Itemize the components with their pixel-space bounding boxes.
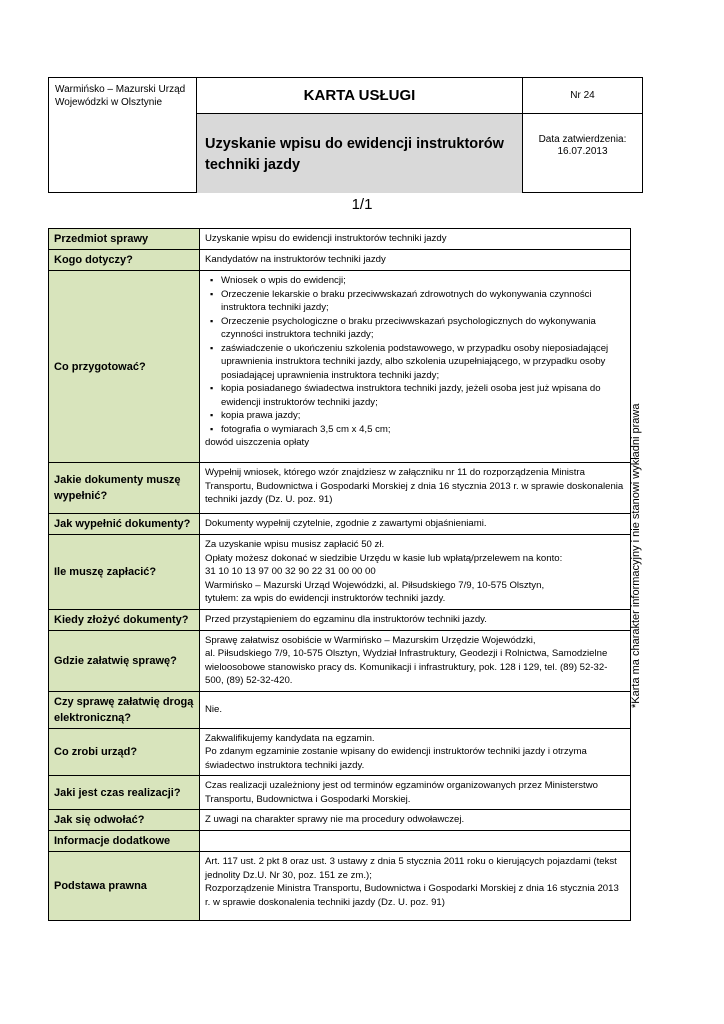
table-row <box>49 609 631 630</box>
list-item: ▪ kopia prawa jazdy; <box>221 409 625 423</box>
approval-label: Data zatwierdzenia: <box>538 134 627 145</box>
row-label: Ile muszę zapłacić? <box>49 535 200 610</box>
row-value <box>200 535 631 610</box>
row-label: Jak wypełnić dokumenty? <box>49 514 200 535</box>
table-row <box>49 630 631 691</box>
table-row <box>49 728 631 776</box>
table-row <box>49 691 631 728</box>
disclaimer-vertical: *Karta ma charakter informacyjny i nie stanowi wykładni prawa <box>630 403 642 708</box>
row-label: Gdzie załatwię sprawę? <box>49 630 200 691</box>
row-label: Kiedy złożyć dokumenty? <box>49 609 200 630</box>
payee: Warmińsko – Mazurski Urząd Wojewódzki, al. Piłsudskiego 7/9, 10-575 Olsztyn, <box>205 579 545 591</box>
card-subject: Uzyskanie wpisu do ewidencji instruktorów techniki jazdy <box>197 114 523 193</box>
fee-amount: Za uzyskanie wpisu musisz zapłacić 50 zł. <box>205 539 385 550</box>
office-action: Zakwalifikujemy kandydata na egzamin. <box>205 732 375 744</box>
row-value: Kandydatów na instruktorów techniki jazdy <box>200 250 631 271</box>
table-row <box>49 776 631 810</box>
row-label: Przedmiot sprawy <box>49 229 200 250</box>
row-value: Z uwagi na charakter sprawy nie ma procedury odwoławczej. <box>200 810 631 831</box>
row-value: Nie. <box>200 691 631 728</box>
table-row <box>49 271 631 463</box>
legal-basis: Art. 117 ust. 2 pkt 8 oraz ust. 3 ustawy z dnia 5 stycznia 2011 roku o kierujących pojazdami (tekst jednolity Dz.U. Nr 30, poz. 151 ze zm.); <box>205 856 617 881</box>
row-label: Co zrobi urząd? <box>49 728 200 776</box>
list-item: ▪ Orzeczenie lekarskie o braku przeciwwskazań zdrowotnych do wykonywania czynności instruktora techniki jazdy; <box>221 288 625 315</box>
row-value <box>200 728 631 776</box>
table-row <box>49 463 631 514</box>
table-row <box>49 229 631 250</box>
card-title: KARTA USŁUGI <box>197 78 523 114</box>
card-number: Nr 24 <box>523 78 642 114</box>
row-label: Co przygotować? <box>49 271 200 463</box>
row-label: Czy sprawę załatwię drogą elektroniczną? <box>49 691 200 728</box>
row-value <box>200 630 631 691</box>
payment-title: tytułem: za wpis do ewidencji instruktorów techniki jazdy. <box>205 593 446 604</box>
page-number: 1/1 <box>351 196 373 213</box>
list-item: ▪ zaświadczenie o ukończeniu szkolenia podstawowego, w przypadku osoby nieposiadającej uprawnienia instruktora techniki jazdy, albo szkolenia uzupełniającego, w przypadku osoby posiadającej uprawnienia instruktora techniki jazdy; <box>221 342 625 383</box>
list-footer: dowód uiszczenia opłaty <box>205 437 309 448</box>
documents-list <box>205 274 625 436</box>
table-row <box>49 810 631 831</box>
row-label: Podstawa prawna <box>49 852 200 921</box>
row-value <box>200 271 631 463</box>
row-value <box>200 831 631 852</box>
service-table <box>48 228 631 921</box>
row-label: Jakie dokumenty muszę wypełnić? <box>49 463 200 514</box>
table-row <box>49 831 631 852</box>
issuing-office: Warmińsko – Mazurski Urząd Wojewódzki w Olsztynie <box>49 78 197 193</box>
approval-date-block <box>523 114 642 193</box>
table-row <box>49 514 631 535</box>
office-line: Sprawę załatwisz osobiście w Warmińsko – Mazurskim Urzędzie Wojewódzki, <box>205 634 536 646</box>
approval-date: 16.07.2013 <box>557 146 608 157</box>
table-row <box>49 250 631 271</box>
list-item: ▪ kopia posiadanego świadectwa instruktora techniki jazdy, jeżeli osoba jest już wpisana do ewidencji instruktorów techniki jazdy; <box>221 382 625 409</box>
legal-basis: Rozporządzenie Ministra Transportu, Budownictwa i Gospodarki Morskiej z dnia 16 stycznia 2013 r. w sprawie doskonalenia techniki jazdy (Dz. U. poz. 91) <box>205 883 619 908</box>
bank-account: 31 10 10 13 97 00 32 90 22 31 00 00 00 <box>205 566 376 577</box>
row-value: Dokumenty wypełnij czytelnie, zgodnie z zawartymi objaśnieniami. <box>200 514 631 535</box>
row-value: Uzyskanie wpisu do ewidencji instruktorów techniki jazdy <box>200 229 631 250</box>
row-label: Kogo dotyczy? <box>49 250 200 271</box>
row-label: Informacje dodatkowe <box>49 831 200 852</box>
card-header <box>48 77 643 193</box>
list-item: ▪ Orzeczenie psychologiczne o braku przeciwwskazań psychologicznych do wykonywania czynności instruktora techniki jazdy; <box>221 315 625 342</box>
office-address: al. Piłsudskiego 7/9, 10-575 Olsztyn, Wydział Infrastruktury, Geodezji i Rolnictwa, Samodzielne wieloosobowe stanowisko pracy ds. Komunikacji i infrastruktury, pok. 128 i 129, tel. (89) 52-32-500, (89) 52-32-420. <box>205 648 608 686</box>
list-item: ▪ fotografia o wymiarach 3,5 cm x 4,5 cm; <box>221 423 625 437</box>
table-row <box>49 535 631 610</box>
row-value: Czas realizacji uzależniony jest od terminów egzaminów organizowanych przez Ministerstwo Transportu, Budownictwa i Gospodarki Morskiej. <box>200 776 631 810</box>
row-label: Jak się odwołać? <box>49 810 200 831</box>
row-value: Przed przystąpieniem do egzaminu dla instruktorów techniki jazdy. <box>200 609 631 630</box>
row-value: Wypełnij wniosek, którego wzór znajdziesz w załączniku nr 11 do rozporządzenia Ministra Transportu, Budownictwa i Gospodarki Morskiej z dnia 16 stycznia 2013 r. w sprawie doskonalenia techniki jazdy (Dz. U. poz. 91) <box>200 463 631 514</box>
row-label: Jaki jest czas realizacji? <box>49 776 200 810</box>
payment-method: Opłaty możesz dokonać w siedzibie Urzędu w kasie lub wpłatą/przelewem na konto: <box>205 552 563 564</box>
row-value <box>200 852 631 921</box>
table-row <box>49 852 631 921</box>
list-item: ▪ Wniosek o wpis do ewidencji; <box>221 274 625 288</box>
office-action: Po zdanym egzaminie zostanie wpisany do ewidencji instruktorów techniki jazdy i otrzyma świadectwo instruktora techniki jazdy. <box>205 746 587 771</box>
